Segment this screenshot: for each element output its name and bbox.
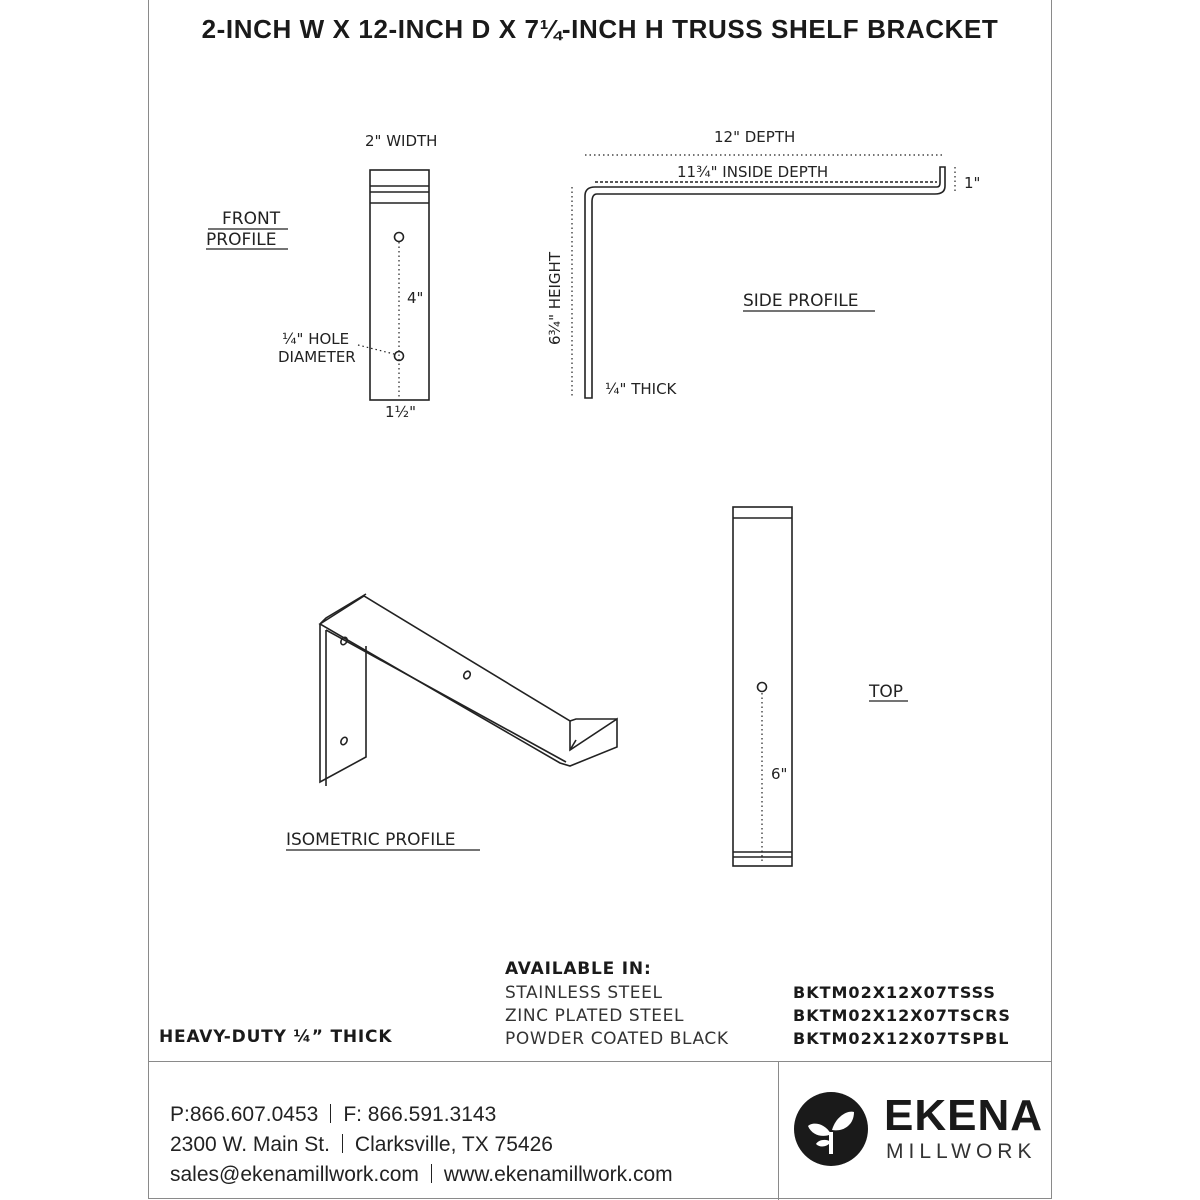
footer: [148, 1061, 1052, 1199]
website-link[interactable]: www.ekenamillwork.com: [443, 1163, 673, 1186]
top-hole: [758, 683, 767, 692]
side-profile-label: SIDE PROFILE: [743, 291, 859, 311]
hole-spacing-label: 4": [407, 289, 424, 307]
front-profile-label-2: PROFILE: [206, 230, 277, 250]
lip-dim-label: 1": [964, 174, 981, 192]
divider: [431, 1164, 432, 1183]
top-hole-dim-label: 6": [771, 765, 788, 783]
hole-label-2: DIAMETER: [278, 348, 356, 366]
height-dim-label: 6¾" HEIGHT: [546, 252, 564, 345]
top-label: TOP: [869, 682, 904, 702]
heavy-duty-note: HEAVY-DUTY ¼” THICK: [159, 1027, 393, 1047]
sku-code: BKTM02X12X07TSSS: [793, 983, 996, 1002]
street-address: 2300 W. Main St.: [170, 1133, 330, 1156]
hole-leader-line: [358, 345, 394, 354]
side-profile-view: [572, 155, 955, 398]
email-link[interactable]: sales@ekenamillwork.com: [170, 1163, 419, 1186]
footer-divider: [778, 1062, 779, 1200]
contact-row-address: [170, 1130, 673, 1160]
finish-option: POWDER COATED BLACK: [505, 1029, 729, 1049]
mount-hole-upper: [395, 233, 404, 242]
brand-name: EKENA: [884, 1091, 1044, 1140]
brand-subtitle: MILLWORK: [886, 1140, 1037, 1163]
hole-label-1: ¼" HOLE: [282, 330, 350, 348]
fax-number: F: 866.591.3143: [343, 1103, 497, 1126]
finish-option: ZINC PLATED STEEL: [505, 1006, 685, 1026]
finish-option: STAINLESS STEEL: [505, 983, 663, 1003]
isometric-view: [286, 594, 617, 850]
divider: [330, 1104, 331, 1123]
divider: [342, 1134, 343, 1153]
width-dim-label: 2" WIDTH: [365, 132, 438, 150]
city-address: Clarksville, TX 75426: [354, 1133, 553, 1156]
iso-hole-shelf: [462, 670, 471, 680]
front-profile-label-1: FRONT: [222, 209, 281, 229]
depth-dim-label: 12" DEPTH: [714, 128, 796, 146]
bottom-dim-label: 1½": [385, 403, 416, 421]
brand-logo[interactable]: [794, 1092, 1044, 1172]
contact-row-web: [170, 1160, 673, 1190]
leaf-sprout-icon: [794, 1092, 868, 1166]
contact-row-phone: [170, 1100, 673, 1130]
isometric-profile-label: ISOMETRIC PROFILE: [286, 830, 456, 850]
inside-depth-label: 11¾" INSIDE DEPTH: [677, 163, 829, 181]
available-heading: AVAILABLE IN:: [505, 959, 652, 979]
thickness-label: ¼" THICK: [605, 380, 677, 398]
iso-hole-lower: [340, 736, 349, 746]
phone-number[interactable]: P:866.607.0453: [170, 1103, 319, 1126]
logo-circle: [794, 1092, 868, 1166]
contact-info: [170, 1100, 673, 1190]
sku-code: BKTM02X12X07TSPBL: [793, 1029, 1010, 1048]
page-title: 2-INCH W X 12-INCH D X 7¼-INCH H TRUSS SHELF BRACKET: [201, 14, 999, 44]
sku-code: BKTM02X12X07TSCRS: [793, 1006, 1011, 1025]
